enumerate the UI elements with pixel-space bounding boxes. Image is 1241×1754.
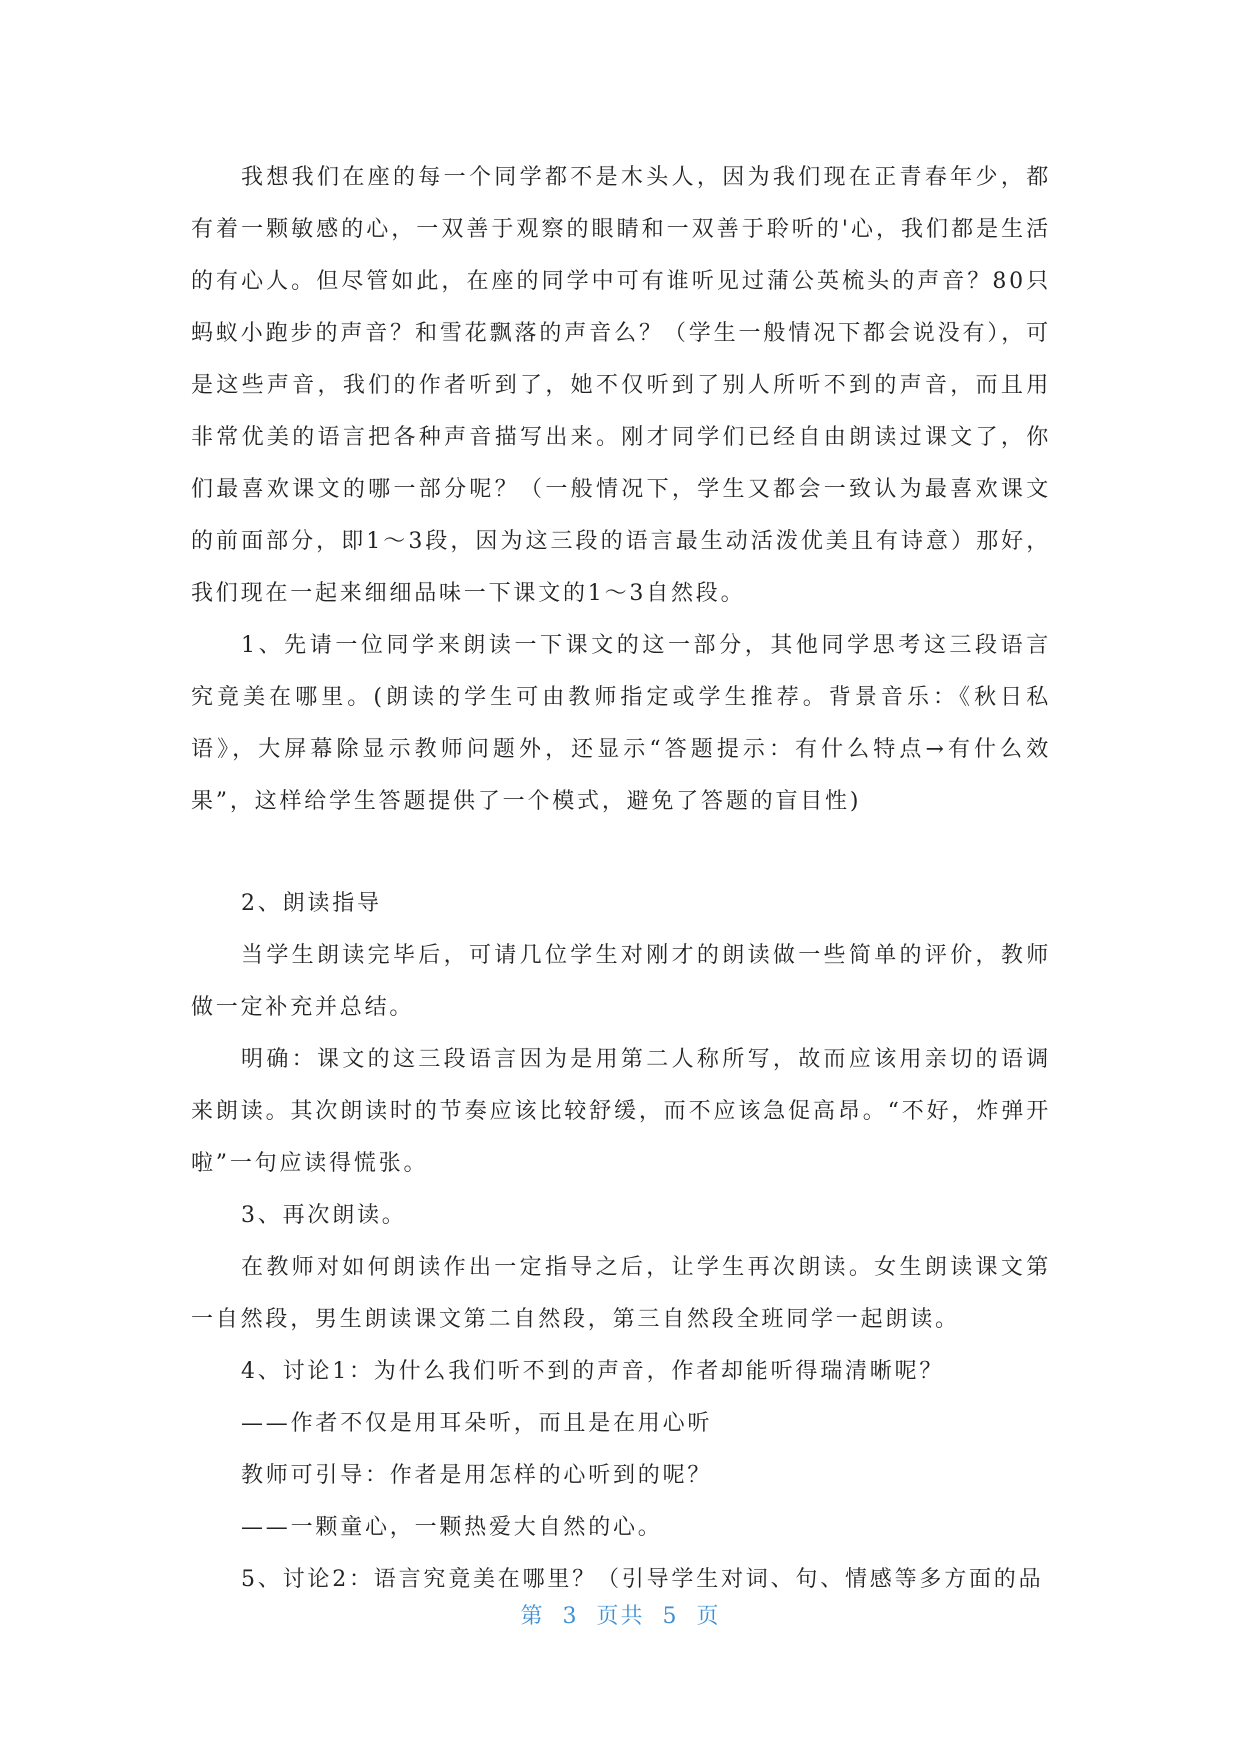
paragraph-teacher-guide: 教师可引导：作者是用怎样的心听到的呢？	[241, 1463, 713, 1488]
document-body	[191, 152, 1051, 1606]
heading-step-3: 3、再次朗读。	[241, 1203, 407, 1228]
paragraph-answer-1: ——作者不仅是用耳朵听，而且是在用心听	[241, 1411, 713, 1436]
paragraph-discussion-2: 5、讨论2：语言究竟美在哪里？（引导学生对词、句、情感等多方面的品	[241, 1567, 1044, 1592]
footer-prefix: 第	[520, 1604, 545, 1629]
paragraph-step-2-detail: 当学生朗读完毕后，可请几位学生对刚才的朗读做一些简单的评价，教师做一定补充并总结。	[191, 943, 1051, 1020]
heading-step-2: 2、朗读指导	[241, 891, 382, 916]
paragraph-discussion-1: 4、讨论1：为什么我们听不到的声音，作者却能听得瑞清晰呢？	[241, 1359, 945, 1384]
paragraph-step-3-detail: 在教师对如何朗读作出一定指导之后，让学生再次朗读。女生朗读课文第一自然段，男生朗读课文第二自然段，第三自然段全班同学一起朗读。	[191, 1255, 1051, 1332]
paragraph-step-1: 1、先请一位同学来朗读一下课文的这一部分，其他同学思考这三段语言究竟美在哪里。(朗读的学生可由教师指定或学生推荐。背景音乐：《秋日私语》，大屏幕除显示教师问题外，还显示“答题提示：有什么特点→有什么效果”，这样给学生答题提供了一个模式，避免了答题的盲目性)	[191, 633, 1051, 814]
page-footer	[0, 1599, 1241, 1630]
paragraph-answer-2: ——一颗童心，一颗热爱大自然的心。	[241, 1515, 663, 1540]
footer-middle: 页共	[596, 1604, 645, 1629]
footer-suffix: 页	[696, 1604, 721, 1629]
paragraph-clarification: 明确：课文的这三段语言因为是用第二人称所写，故而应该用亲切的语调来朗读。其次朗读时的节奏应该比较舒缓，而不应该急促高昂。“不好，炸弹开啦”一句应读得慌张。	[191, 1047, 1051, 1176]
total-page-number: 5	[662, 1604, 679, 1629]
current-page-number: 3	[562, 1604, 579, 1629]
paragraph-gap	[191, 828, 1051, 878]
paragraph-intro: 我想我们在座的每一个同学都不是木头人，因为我们现在正青春年少，都有着一颗敏感的心，一双善于观察的眼睛和一双善于聆听的'心，我们都是生活的有心人。但尽管如此，在座的同学中可有谁听见过蒲公英梳头的声音？80只蚂蚁小跑步的声音？和雪花飘落的声音么？（学生一般情况下都会说没有），可是这些声音，我们的作者听到了，她不仅听到了别人所听不到的声音，而且用非常优美的语言把各种声音描写出来。刚才同学们已经自由朗读过课文了，你们最喜欢课文的哪一部分呢？（一般情况下，学生又都会一致认为最喜欢课文的前面部分，即1～3段，因为这三段的语言最生动活泼优美且有诗意）那好，我们现在一起来细细品味一下课文的1～3自然段。	[191, 165, 1051, 606]
